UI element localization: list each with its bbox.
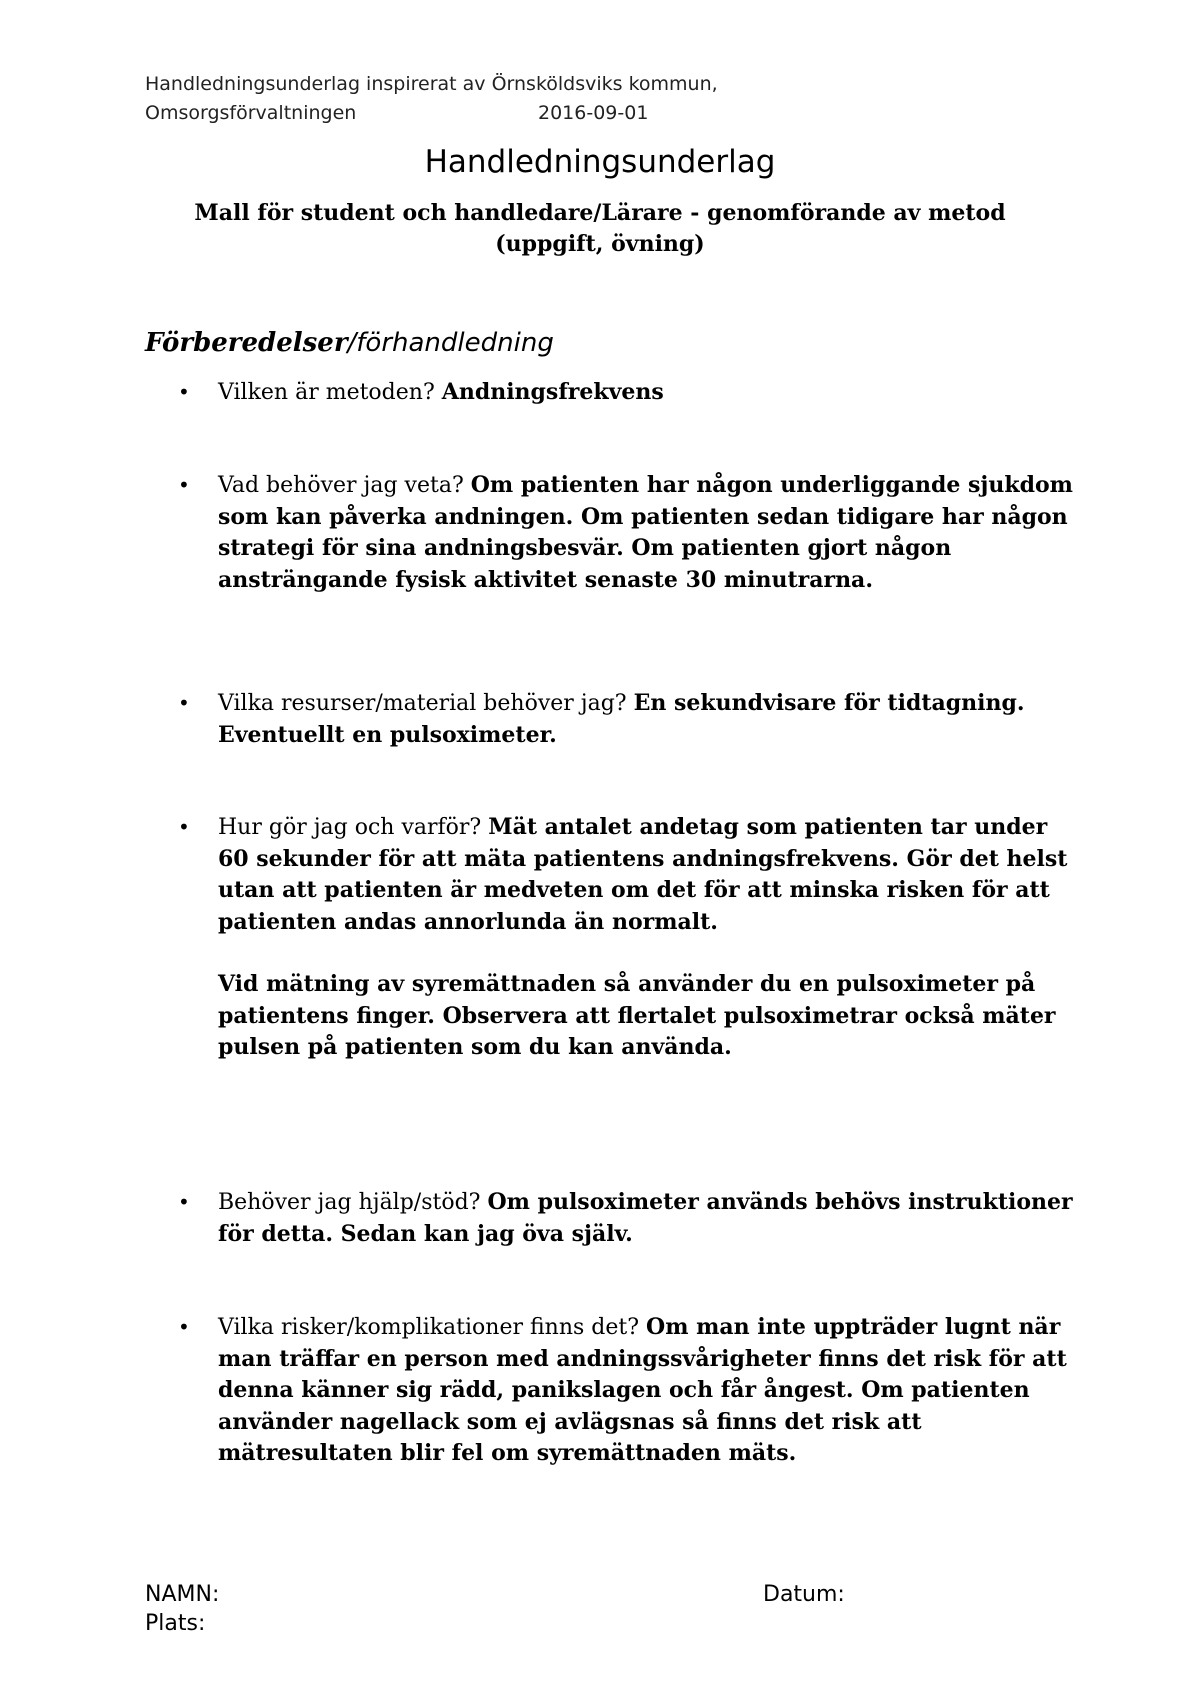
item-question: Vilka resurser/material behöver jag? bbox=[218, 691, 627, 716]
item-question: Hur gör jag och varför? bbox=[218, 815, 482, 840]
section-heading bbox=[145, 326, 554, 360]
name-label: NAMN: bbox=[145, 1582, 220, 1607]
header-line-2 bbox=[145, 99, 718, 128]
bullet-icon: • bbox=[178, 1190, 190, 1214]
bullet-icon: • bbox=[178, 1315, 190, 1339]
list-item-method bbox=[178, 377, 1078, 409]
date-label: Datum: bbox=[763, 1582, 845, 1607]
place-label: Plats: bbox=[145, 1611, 206, 1636]
bullet-icon: • bbox=[178, 380, 190, 404]
item-question: Vilka risker/komplikationer finns det? bbox=[218, 1315, 640, 1340]
bullet-icon: • bbox=[178, 473, 190, 497]
document-header bbox=[145, 70, 718, 128]
section-heading-bold: Förberedelser bbox=[145, 328, 348, 358]
item-answer: Om pulsoximeter används behövs instruktioner för detta. Sedan kan jag öva själv. bbox=[218, 1189, 1073, 1247]
header-date: 2016-09-01 bbox=[538, 102, 649, 124]
list-item-resources bbox=[178, 688, 1078, 751]
item-answer: En sekundvisare för tidtagning. Eventuellt en pulsoximeter. bbox=[218, 690, 1025, 748]
section-heading-rest: /förhandledning bbox=[347, 328, 554, 358]
bullet-icon: • bbox=[178, 815, 190, 839]
document-title: Handledningsunderlag bbox=[424, 144, 776, 180]
list-item-procedure bbox=[178, 812, 1078, 1064]
header-line-1: Handledningsunderlag inspirerat av Örnsköldsviks kommun, bbox=[145, 73, 718, 95]
header-department: Omsorgsförvaltningen bbox=[145, 102, 357, 124]
list-item-help bbox=[178, 1187, 1078, 1250]
item-answer-extra: Vid mätning av syremättnaden så använder du en pulsoximeter på patientens finger. Observera att flertalet pulsoximetrar också mäter pulsen på patienten som du kan använda. bbox=[218, 971, 1056, 1060]
list-item-risks bbox=[178, 1312, 1078, 1470]
bullet-icon: • bbox=[178, 691, 190, 715]
document-footer bbox=[145, 1580, 1045, 1638]
item-answer: Mät antalet andetag som patienten tar under 60 sekunder för att mäta patientens andningsfrekvens. Gör det helst utan att patienten är medveten om det för att minska risken för att patienten andas annorlunda än normalt. bbox=[218, 814, 1068, 935]
item-answer: Om patienten har någon underliggande sjukdom som kan påverka andningen. Om patienten sedan tidigare har någon strategi för sina andningsbesvär. Om patienten gjort någon ansträngande fysisk aktivitet senaste 30 minutrarna. bbox=[218, 472, 1073, 593]
footer-row-1 bbox=[145, 1580, 1045, 1609]
item-question: Behöver jag hjälp/stöd? bbox=[218, 1190, 481, 1215]
item-answer: Andningsfrekvens bbox=[441, 379, 664, 405]
document-subtitle: Mall för student och handledare/Lärare - genomförande av metod (uppgift, övning) bbox=[194, 200, 1006, 257]
item-question: Vad behöver jag veta? bbox=[218, 473, 464, 498]
list-item-knowledge bbox=[178, 470, 1078, 596]
item-answer: Om man inte uppträder lugnt när man träffar en person med andningssvårigheter finns det risk för att denna känner sig rädd, panikslagen och får ångest. Om patienten använder nagellack som ej avlägsnas så finns det risk att mätresultaten blir fel om syremättnaden mäts. bbox=[218, 1314, 1067, 1466]
item-question: Vilken är metoden? bbox=[218, 380, 435, 405]
